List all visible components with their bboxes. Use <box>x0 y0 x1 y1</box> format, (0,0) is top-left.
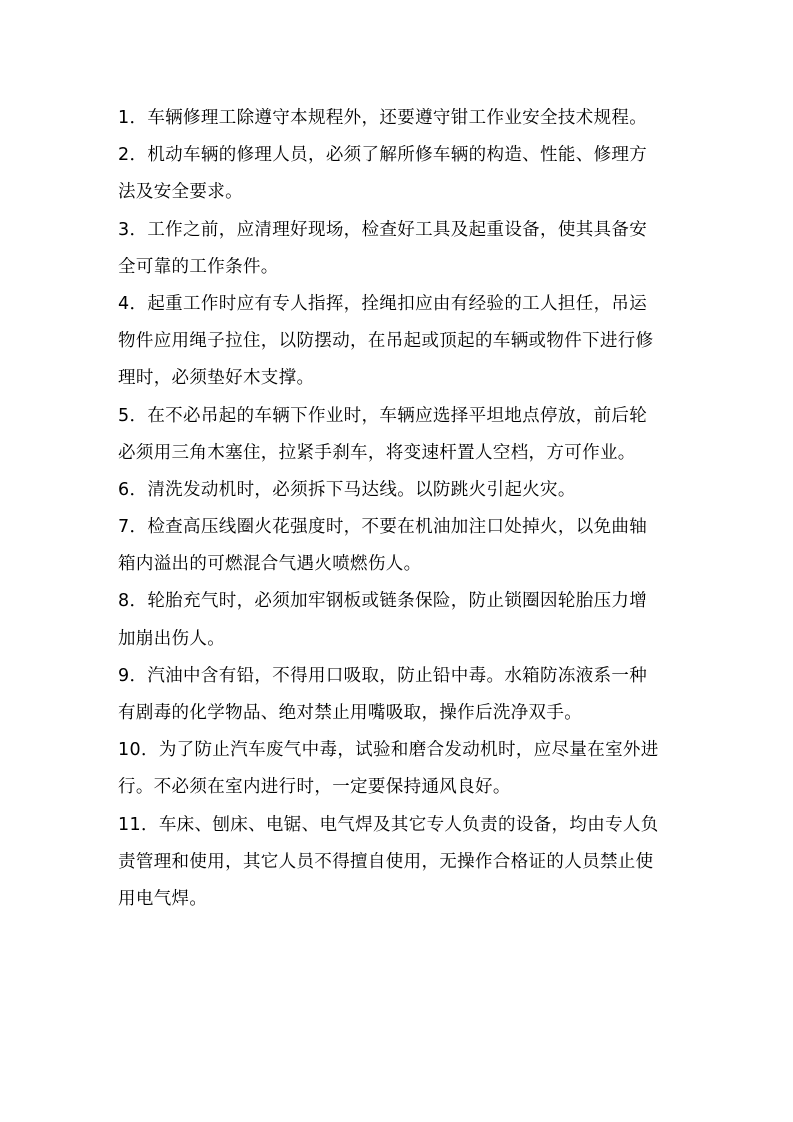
text-line: 法及安全要求。 <box>118 182 243 203</box>
text-line: 用电气焊。 <box>118 888 208 909</box>
text-line: 7．检查高压线圈火花强度时，不要在机油加注口处掉火，以免曲轴 <box>118 517 648 538</box>
document-body <box>118 100 683 918</box>
text-line: 4．起重工作时应有专人指挥，拴绳扣应由有经验的工人担任，吊运 <box>118 293 648 314</box>
text-line: 理时，必须垫好木支撑。 <box>118 368 315 389</box>
text-line: 11．车床、刨床、电锯、电气焊及其它专人负责的设备，均由专人负 <box>118 814 659 835</box>
text-line: 箱内溢出的可燃混合气遇火喷燃伤人。 <box>118 554 422 575</box>
text-line: 8．轮胎充气时，必须加牢钢板或链条保险，防止锁圈因轮胎压力增 <box>118 591 648 612</box>
text-line: 2．机动车辆的修理人员，必须了解所修车辆的构造、性能、修理方 <box>118 145 648 166</box>
text-line: 加崩出伤人。 <box>118 628 226 649</box>
text-line: 行。不必须在室内进行时，一定要保持通风良好。 <box>118 777 511 798</box>
text-line: 必须用三角木塞住，拉紧手刹车，将变速杆置人空档，方可作业。 <box>118 442 636 463</box>
text-line: 6．清洗发动机时，必须拆下马达线。以防跳火引起火灾。 <box>118 479 576 500</box>
text-line: 9．汽油中含有铅，不得用口吸取，防止铅中毒。水箱防冻液系一种 <box>118 665 648 686</box>
text-line: 有剧毒的化学物品、绝对禁止用嘴吸取，操作后洗净双手。 <box>118 703 583 723</box>
text-line: 物件应用绳子拉住，以防摆动，在吊起或顶起的车辆或物件下进行修 <box>118 331 654 352</box>
text-line: 3．工作之前，应清理好现场，检查好工具及起重设备，使其具备安 <box>118 219 648 240</box>
text-line: 10．为了防止汽车废气中毒，试验和磨合发动机时，应尽量在室外进 <box>118 740 659 761</box>
text-line: 全可靠的工作条件。 <box>118 256 279 277</box>
text-line: 1．车辆修理工除遵守本规程外，还要遵守钳工作业安全技术规程。 <box>118 108 648 128</box>
text-line: 责管理和使用，其它人员不得擅自使用，无操作合格证的人员禁止使 <box>118 851 654 872</box>
text-line: 5．在不必吊起的车辆下作业时，车辆应选择平坦地点停放，前后轮 <box>118 405 648 426</box>
